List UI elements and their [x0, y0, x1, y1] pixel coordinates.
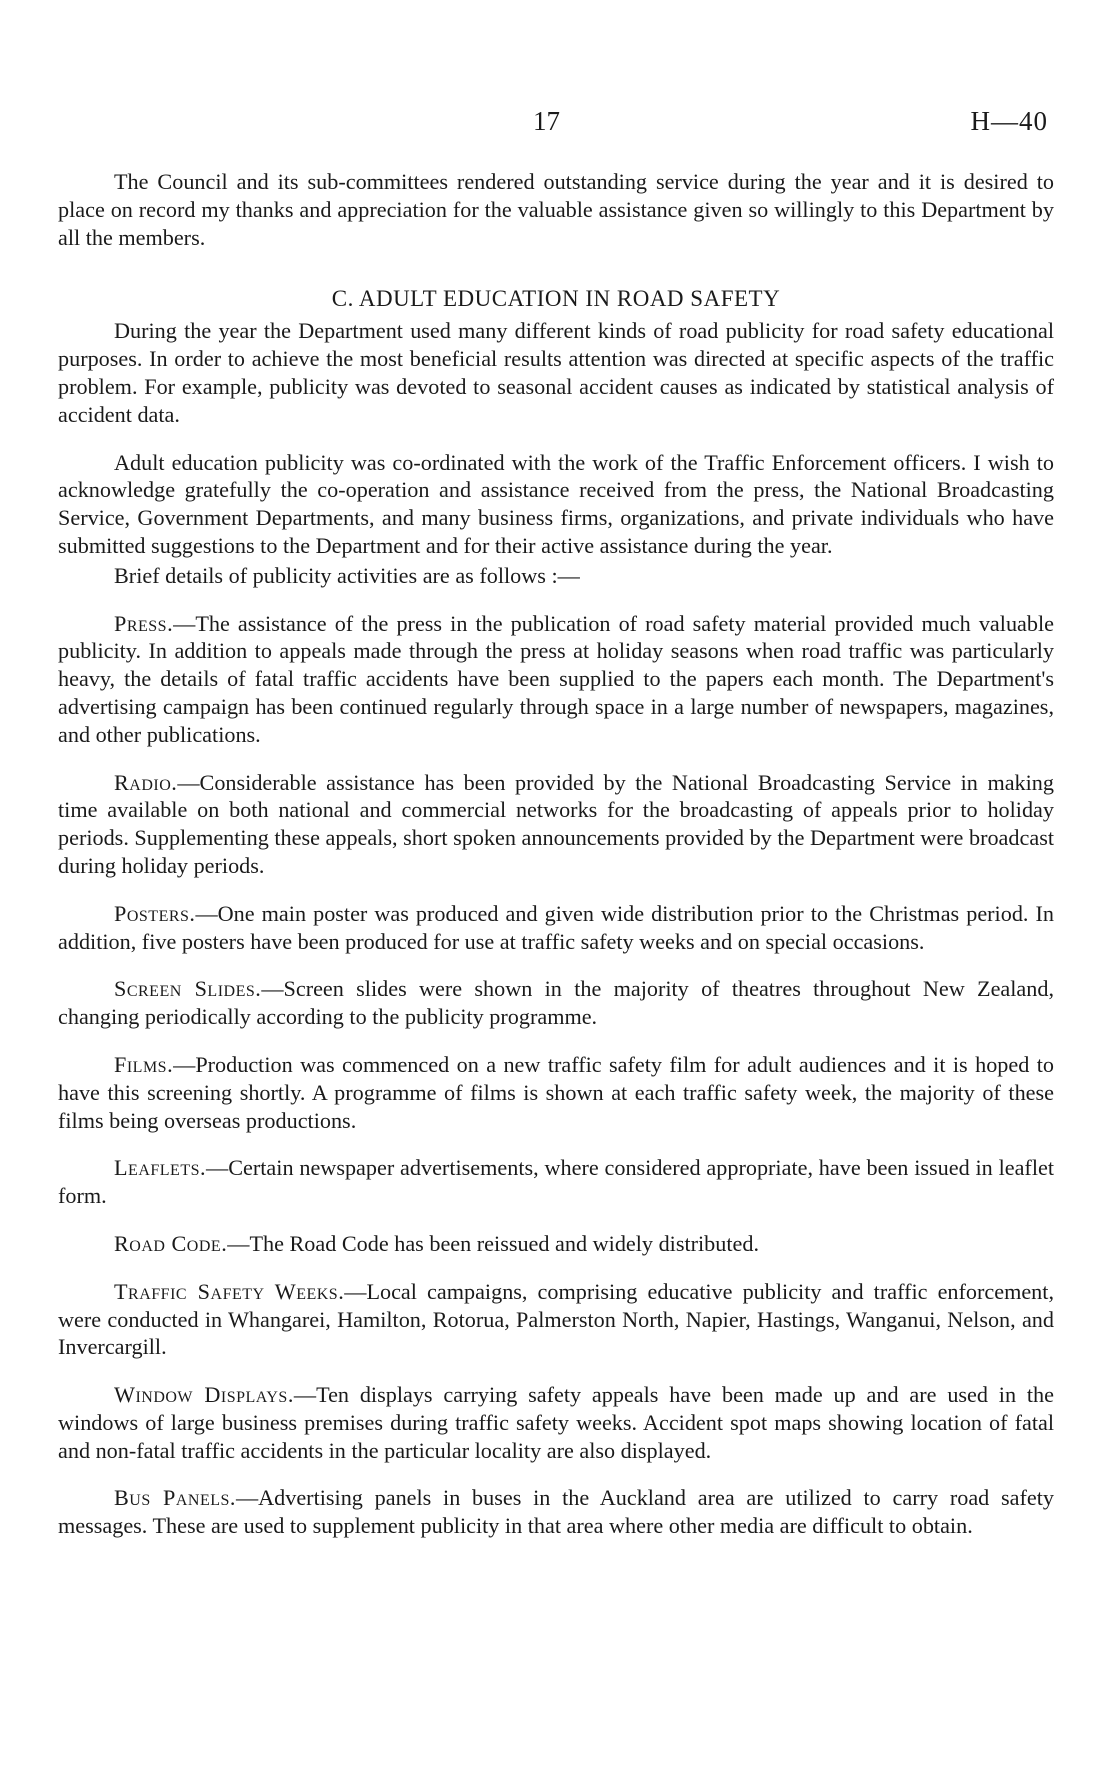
intro-paragraph: The Council and its sub-committees rendered outstanding service during the year and it is desired to place on record my thanks and appreciation for the valuable assistance given so willingly to this Department by all the members.: [58, 169, 1054, 250]
item-text: —Ten displays carrying safety appeals have been made up and are used in the windows of large business premises during traffic safety weeks. Accident spot maps showing location of fatal and non-fatal traffic accidents in the particular locality are also displayed.: [58, 1382, 1054, 1463]
item-paragraph-screen-slides: [58, 975, 1054, 1031]
section-heading: C. ADULT EDUCATION IN ROAD SAFETY: [331, 286, 781, 312]
item-title: Films.: [114, 1051, 174, 1077]
item-paragraph-window-displays: [58, 1381, 1054, 1464]
item-text: —Screen slides were shown in the majority of theatres throughout New Zealand, changing periodically according to the publicity programme.: [58, 976, 1055, 1030]
item-text: —One main poster was produced and given wide distribution prior to the Christmas period. In addition, five posters have been produced for use at traffic safety weeks and on special occasions.: [58, 900, 1054, 954]
item-paragraph-bus-panels: [58, 1484, 1054, 1540]
item-paragraph-posters: [58, 900, 1054, 956]
item-text: —Certain newspaper advertisements, where considered appropriate, have been issued in leaflet form.: [58, 1155, 1054, 1209]
item-title: Leaflets.: [114, 1155, 207, 1181]
section-paragraph: During the year the Department used many different kinds of road publicity for road safety educational purposes. In order to achieve the most beneficial results attention was directed at specific aspects of the traffic problem. For example, publicity was devoted to seasonal accident causes as indicated by statistical analysis of accident data.: [58, 318, 1054, 427]
item-title: Window Displays.: [114, 1382, 294, 1408]
section-paragraph: Adult education publicity was co-ordinated with the work of the Traffic Enforcement officers. I wish to acknowledge gratefully the co-operation and assistance received from the press, the National Broadcasting Service, Government Departments, and many business firms, organizations, and private individuals who have submitted suggestions to the Department and for their active assistance during the year.: [58, 449, 1054, 558]
page-number: 17: [533, 106, 560, 136]
item-paragraph-traffic-safety-weeks: [58, 1278, 1054, 1361]
item-paragraph-press: [58, 610, 1054, 749]
item-title: Press.: [114, 610, 174, 636]
item-paragraph-leaflets: [58, 1154, 1054, 1210]
section-paragraph: Brief details of publicity activities are as follows :—: [114, 562, 580, 588]
item-title: Traffic Safety Weeks.: [114, 1278, 345, 1304]
document-reference: H—40: [970, 106, 1048, 136]
item-title: Radio.: [114, 769, 178, 795]
item-paragraph-road-code: [58, 1230, 1054, 1258]
item-text: —The assistance of the press in the publication of road safety material provided much valuable publicity. In addition to appeals made through the press at holiday seasons when road traffic was particularly heavy, the details of fatal traffic accidents have been supplied to the papers each month. The Department's advertising campaign has been continued regularly through space in a large number of newspapers, magazines, and other publications.: [58, 610, 1054, 747]
item-text: —Advertising panels in buses in the Auckland area are utilized to carry road safety messages. These are used to supplement publicity in that area where other media are difficult to obtain.: [58, 1485, 1054, 1539]
item-paragraph-films: [58, 1051, 1054, 1134]
item-text: —The Road Code has been reissued and widely distributed.: [227, 1230, 760, 1256]
item-text: —Production was commenced on a new traffic safety film for adult audiences and it is hoped to have this screening shortly. A programme of films is shown at each traffic safety week, the majority of these films being overseas productions.: [58, 1051, 1054, 1133]
page-header: [0, 106, 1114, 146]
item-paragraph-radio: [58, 769, 1054, 880]
item-title: Posters.: [114, 900, 196, 926]
item-title: Road Code.: [114, 1230, 228, 1256]
item-text: —Considerable assistance has been provided by the National Broadcasting Service in making time available on both national and commercial networks for the broadcasting of appeals prior to holiday periods. Supplementing these appeals, short spoken announcements provided by the Department were broadcast during holiday periods.: [58, 769, 1054, 878]
item-title: Screen Slides.: [114, 976, 262, 1002]
item-title: Bus Panels.: [114, 1485, 236, 1511]
page-body: [58, 168, 1054, 1540]
item-text: —Local campaigns, comprising educative publicity and traffic enforcement, were conducted in Whangarei, Hamilton, Rotorua, Palmerston North, Napier, Hastings, Wanganui, Nelson, and Invercargill.: [58, 1278, 1054, 1360]
